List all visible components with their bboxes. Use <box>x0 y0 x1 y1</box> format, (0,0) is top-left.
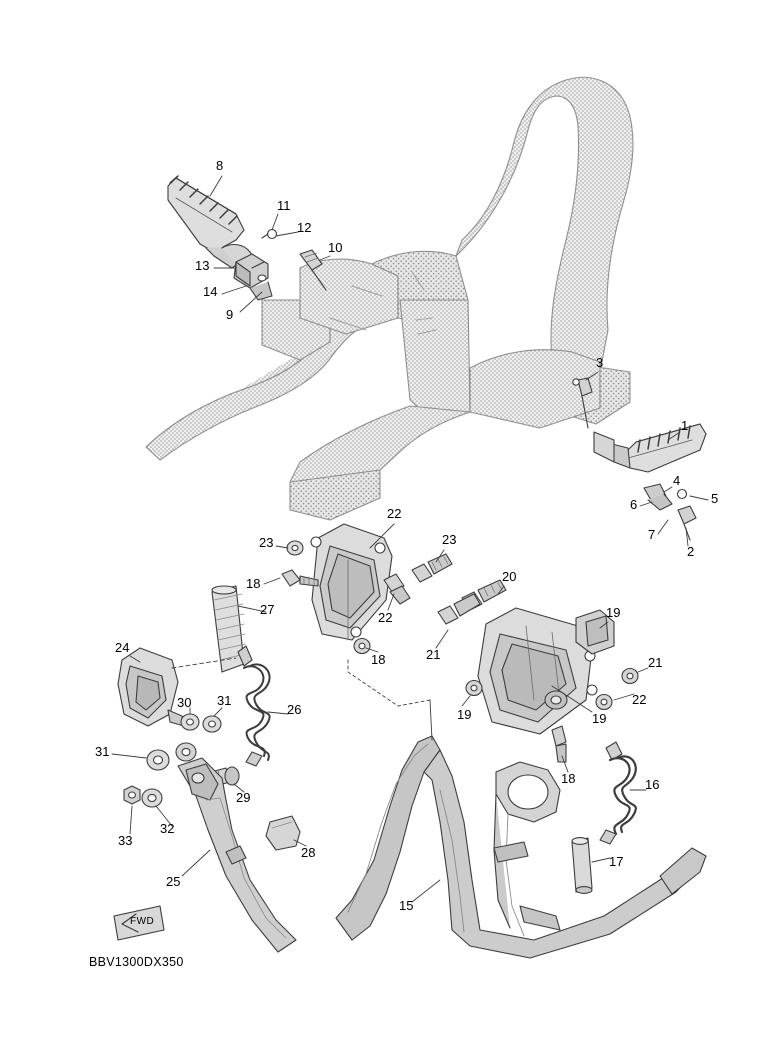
fwd-label: FWD <box>130 916 155 927</box>
part-18-bolt-left <box>282 570 318 586</box>
callout-32: 28 <box>301 845 316 860</box>
callout-4: 4 <box>673 473 681 488</box>
callout-22b: 21 <box>426 647 441 662</box>
frame-ghost <box>146 77 633 520</box>
callout-14: 14 <box>203 284 218 299</box>
callout-19: 18 <box>371 652 386 667</box>
callout-37: 33 <box>118 833 133 848</box>
callout-21: 19 <box>592 711 607 726</box>
part-8-footrest <box>168 176 253 272</box>
callout-36: 32 <box>160 821 175 836</box>
part-26-bolt <box>412 554 452 582</box>
part-29-side-stand <box>178 758 296 952</box>
callout-15: 15 <box>399 898 414 913</box>
callout-17: 17 <box>609 854 624 869</box>
callout-11: 11 <box>277 198 291 213</box>
callout-30: 26 <box>287 702 302 717</box>
callout-2: 2 <box>687 544 695 559</box>
callout-29: 25 <box>166 874 181 889</box>
part-17-sleeve <box>572 838 592 894</box>
part-18-bolt-right <box>552 726 566 762</box>
callout-12: 12 <box>297 220 312 235</box>
callout-8: 8 <box>216 158 224 173</box>
part-32-stopper <box>266 816 300 850</box>
callout-7: 7 <box>648 527 656 542</box>
callout-16: 16 <box>645 777 660 792</box>
callout-6: 6 <box>630 497 638 512</box>
part-16-spring <box>600 742 636 844</box>
callout-35: 31 <box>217 693 232 708</box>
part-22-bolts <box>438 580 506 624</box>
callout-1: 1 <box>681 418 689 433</box>
callout-27: 23 <box>259 535 274 550</box>
callout-35b: 31 <box>95 744 110 759</box>
callout-31: 27 <box>260 602 275 617</box>
part-code: BBV1300DX350 <box>89 955 184 969</box>
parts-36-37 <box>124 786 162 807</box>
callout-34: 30 <box>177 695 192 710</box>
callout-9: 9 <box>226 307 234 322</box>
callout-18b: 18 <box>561 771 576 786</box>
callout-20: 19 <box>606 605 621 620</box>
callout-18: 18 <box>246 576 261 591</box>
part-19-nut-left <box>354 639 370 654</box>
part-13-14-9-bracket <box>234 254 272 300</box>
callout-33: 29 <box>236 790 251 805</box>
part-27-washer <box>287 541 303 555</box>
callout-19b: 19 <box>457 707 472 722</box>
callout-24: 22 <box>387 506 402 521</box>
callout-28: 24 <box>115 640 130 655</box>
callout-13: 13 <box>195 258 210 273</box>
part-19-nut-right <box>466 681 482 696</box>
callout-22: 20 <box>502 569 517 584</box>
callout-26: 23 <box>442 532 457 547</box>
callout-25: 22 <box>378 610 393 625</box>
part-30-spring <box>238 646 270 766</box>
part-1-footrest <box>594 424 706 472</box>
part-28-bracket <box>118 648 184 726</box>
parts-34-35-washers <box>147 714 221 770</box>
callout-5: 5 <box>711 491 719 506</box>
part-15-main-stand <box>336 736 706 958</box>
callout-23: 21 <box>648 655 663 670</box>
part-11-12-pin <box>262 230 277 239</box>
callout-10: 10 <box>328 240 343 255</box>
callout-23b: 22 <box>632 692 647 707</box>
callout-3: 3 <box>596 355 604 370</box>
